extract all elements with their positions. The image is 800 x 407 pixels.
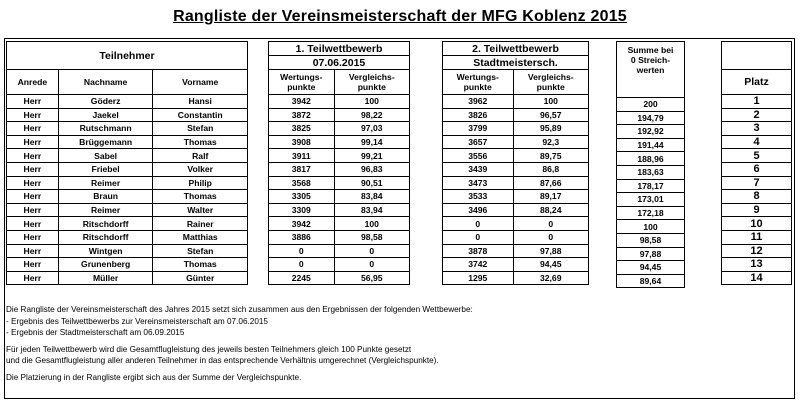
- table-row: [722, 176, 792, 190]
- table-row: [7, 135, 248, 149]
- comp1-vergleich-cell: 100: [334, 217, 409, 231]
- anrede-cell: Herr: [7, 162, 59, 176]
- table-row: [617, 138, 685, 152]
- sum-cell: 183,63: [617, 165, 685, 179]
- comp2-vergleich-cell: 88,24: [513, 203, 589, 217]
- nachname-cell: Sabel: [58, 149, 153, 163]
- table-row: [722, 190, 792, 204]
- table-row: [7, 149, 248, 163]
- table-row: [617, 193, 685, 207]
- notes-para1: Für jeden Teilwettbewerb wird die Gesamtflugleistung des jeweils besten Teilnehmers gleich 100 Punkte gesetzt: [6, 344, 412, 354]
- vorname-cell: Constantin: [153, 108, 248, 122]
- platz-header: Platz: [722, 70, 792, 95]
- comp2-title: 2. Teilwettbewerb: [443, 42, 589, 56]
- table-row: [7, 122, 248, 136]
- platz-cell: 2: [722, 108, 792, 122]
- vergleich-line2: punkte: [357, 82, 386, 92]
- anrede-cell: Herr: [7, 149, 59, 163]
- comp2-vergleich-cell: 87,66: [513, 176, 589, 190]
- comp2-wertung-cell: 3878: [443, 244, 514, 258]
- vorname-cell: Thomas: [153, 190, 248, 204]
- sum-cell: 200: [617, 98, 685, 112]
- comp1-wertung-cell: 3817: [269, 162, 335, 176]
- nachname-cell: Jaekel: [58, 108, 153, 122]
- comp1-wertung-cell: 3825: [269, 122, 335, 136]
- comp2-wertung-cell: 3742: [443, 258, 514, 272]
- notes: [6, 304, 791, 384]
- comp1-vergleich-cell: 83,94: [334, 203, 409, 217]
- anrede-cell: Herr: [7, 190, 59, 204]
- table-row: [722, 271, 792, 285]
- nachname-cell: Grunenberg: [58, 258, 153, 272]
- comp2-vergleich-cell: 92,3: [513, 135, 589, 149]
- table-row: [269, 203, 410, 217]
- vorname-cell: Matthias: [153, 230, 248, 244]
- comp2-wertung-cell: 3496: [443, 203, 514, 217]
- comp1-wertung-cell: 3886: [269, 230, 335, 244]
- table-row: [269, 122, 410, 136]
- table-row: [7, 95, 248, 109]
- anrede-cell: Herr: [7, 203, 59, 217]
- table-row: [7, 176, 248, 190]
- vorname-cell: Philip: [153, 176, 248, 190]
- sum-table: [616, 41, 685, 288]
- comp1-wertung-cell: 3942: [269, 95, 335, 109]
- sum-cell: 94,45: [617, 261, 685, 275]
- platz-spacer-row: [722, 42, 792, 70]
- table-row: [443, 258, 589, 272]
- sum-cell: 97,88: [617, 247, 685, 261]
- participants-header: Teilnehmer: [7, 42, 248, 70]
- comp1-vergleich-cell: 96,83: [334, 162, 409, 176]
- comp2-vergleich-cell: 94,45: [513, 258, 589, 272]
- table-row: [269, 176, 410, 190]
- table-row: [269, 271, 410, 285]
- vorname-cell: Thomas: [153, 258, 248, 272]
- table-row: [443, 217, 589, 231]
- table-row: [269, 217, 410, 231]
- table-row: [443, 162, 589, 176]
- vergleich-line1: Vergleichs-: [348, 72, 395, 82]
- platz-cell: 9: [722, 203, 792, 217]
- comp2-sub-row: [443, 56, 589, 70]
- table-row: [443, 108, 589, 122]
- vorname-cell: Rainer: [153, 217, 248, 231]
- anrede-cell: Herr: [7, 176, 59, 190]
- table-row: [269, 95, 410, 109]
- anrede-cell: Herr: [7, 122, 59, 136]
- table-row: [7, 162, 248, 176]
- platz-cell: 5: [722, 149, 792, 163]
- comp2-wertung-cell: 3439: [443, 162, 514, 176]
- vorname-cell: Ralf: [153, 149, 248, 163]
- table-row: [722, 95, 792, 109]
- comp2-wertung-cell: 0: [443, 217, 514, 231]
- comp1-wertung-cell: 3309: [269, 203, 335, 217]
- sum-cell: 98,58: [617, 233, 685, 247]
- platz-cell: 14: [722, 271, 792, 285]
- competition2-table: [442, 41, 589, 285]
- table-row: [269, 244, 410, 258]
- comp2-wertung-cell: 3657: [443, 135, 514, 149]
- table-row: [722, 244, 792, 258]
- participants-table: [6, 41, 248, 285]
- nachname-cell: Ritschdorff: [58, 230, 153, 244]
- page-title: [0, 8, 800, 26]
- sum-cell: 100: [617, 220, 685, 234]
- comp1-subtitle: 07.06.2015: [269, 56, 410, 70]
- table-row: [617, 247, 685, 261]
- table-row: [722, 258, 792, 272]
- table-row: [722, 230, 792, 244]
- comp1-wertung-cell: 3568: [269, 176, 335, 190]
- table-row: [617, 125, 685, 139]
- sum-cell: 89,64: [617, 274, 685, 288]
- sum-line3: werten: [636, 65, 665, 75]
- sum-cell: 192,92: [617, 125, 685, 139]
- anrede-cell: Herr: [7, 108, 59, 122]
- comp1-vergleich-cell: 100: [334, 95, 409, 109]
- vorname-cell: Volker: [153, 162, 248, 176]
- table-row: [269, 108, 410, 122]
- col-nachname: Nachname: [58, 70, 153, 95]
- table-row: [443, 244, 589, 258]
- comp1-title: 1. Teilwettbewerb: [269, 42, 410, 56]
- platz-cell: 13: [722, 258, 792, 272]
- table-row: [269, 149, 410, 163]
- comp2-vergleich-cell: 89,17: [513, 190, 589, 204]
- comp1-sub-row: [269, 56, 410, 70]
- table-row: [443, 95, 589, 109]
- nachname-cell: Reimer: [58, 176, 153, 190]
- table-row: [722, 149, 792, 163]
- table-row: [7, 190, 248, 204]
- sum-cell: 173,01: [617, 193, 685, 207]
- nachname-cell: Göderz: [58, 95, 153, 109]
- comp1-wertung-cell: 3872: [269, 108, 335, 122]
- comp2-colhead-row: [443, 70, 589, 95]
- comp1-title-row: [269, 42, 410, 56]
- platz-header-row: [722, 70, 792, 95]
- table-row: [443, 149, 589, 163]
- table-row: [617, 261, 685, 275]
- table-row: [443, 176, 589, 190]
- platz-cell: 6: [722, 162, 792, 176]
- table-row: [443, 271, 589, 285]
- notes-item2: - Ergebnis der Stadtmeisterschaft am 06.09.2015: [6, 328, 185, 338]
- nachname-cell: Braun: [58, 190, 153, 204]
- table-row: [722, 217, 792, 231]
- table-row: [722, 162, 792, 176]
- nachname-cell: Brüggemann: [58, 135, 153, 149]
- table-row: [7, 271, 248, 285]
- table-row: [269, 230, 410, 244]
- platz-cell: 12: [722, 244, 792, 258]
- table-row: [443, 190, 589, 204]
- sum-line1: Summe bei: [627, 45, 674, 55]
- wertung-line2: punkte: [287, 82, 316, 92]
- table-row: [443, 230, 589, 244]
- sum-cell: 188,96: [617, 152, 685, 166]
- notes-final: Die Platzierung in der Rangliste ergibt sich aus der Summe der Vergleichspunkte.: [6, 372, 302, 382]
- comp2-wertung-cell: 0: [443, 230, 514, 244]
- sum-line2: 0 Streich-: [630, 55, 671, 65]
- comp1-wertung-cell: 0: [269, 244, 335, 258]
- comp2-wertung-cell: 1295: [443, 271, 514, 285]
- table-row: [617, 165, 685, 179]
- comp1-vergleich-cell: 98,22: [334, 108, 409, 122]
- vorname-cell: Stefan: [153, 244, 248, 258]
- table-row: [617, 98, 685, 112]
- vorname-cell: Hansi: [153, 95, 248, 109]
- nachname-cell: Reimer: [58, 203, 153, 217]
- comp2-title-row: [443, 42, 589, 56]
- comp2-vergleich-cell: 0: [513, 230, 589, 244]
- comp1-wertung-cell: 3305: [269, 190, 335, 204]
- vergleich-line2: punkte: [536, 82, 565, 92]
- vorname-cell: Stefan: [153, 122, 248, 136]
- comp1-vergleich-cell: 90,51: [334, 176, 409, 190]
- comp2-subtitle: Stadtmeistersch.: [443, 56, 589, 70]
- platz-cell: 11: [722, 230, 792, 244]
- platz-cell: 3: [722, 122, 792, 136]
- sum-cell: 194,79: [617, 111, 685, 125]
- table-row: [269, 135, 410, 149]
- table-row: [7, 217, 248, 231]
- comp2-col-vergleich: [513, 70, 589, 95]
- comp2-vergleich-cell: 86,8: [513, 162, 589, 176]
- sum-cell: 172,18: [617, 206, 685, 220]
- title-text: Rangliste der Vereinsmeisterschaft der MFG Koblenz 2015: [173, 8, 627, 25]
- comp1-colhead-row: [269, 70, 410, 95]
- nachname-cell: Rutschmann: [58, 122, 153, 136]
- comp1-vergleich-cell: 0: [334, 244, 409, 258]
- wertung-line2: punkte: [463, 82, 492, 92]
- table-row: [443, 122, 589, 136]
- table-row: [7, 244, 248, 258]
- comp1-vergleich-cell: 98,58: [334, 230, 409, 244]
- notes-para2: und die Gesamtflugleistung aller anderen Teilnehmer in das entsprechende Verhältnis umgerechnet (Vergleichspunkte).: [6, 356, 439, 366]
- comp2-wertung-cell: 3799: [443, 122, 514, 136]
- comp2-wertung-cell: 3826: [443, 108, 514, 122]
- sum-cell: 178,17: [617, 179, 685, 193]
- nachname-cell: Wintgen: [58, 244, 153, 258]
- platz-cell: 7: [722, 176, 792, 190]
- platz-cell: 4: [722, 135, 792, 149]
- vorname-cell: Thomas: [153, 135, 248, 149]
- comp2-vergleich-cell: 32,69: [513, 271, 589, 285]
- notes-intro: Die Rangliste der Vereinsmeisterschaft des Jahres 2015 setzt sich zusammen aus den Ergebnissen der folgenden Wettbewerbe:: [6, 305, 473, 314]
- anrede-cell: Herr: [7, 95, 59, 109]
- comp2-wertung-cell: 3533: [443, 190, 514, 204]
- anrede-cell: Herr: [7, 244, 59, 258]
- platz-cell: 10: [722, 217, 792, 231]
- platz-cell: 1: [722, 95, 792, 109]
- table-row: [7, 230, 248, 244]
- nachname-cell: Ritschdorff: [58, 217, 153, 231]
- table-row: [443, 203, 589, 217]
- anrede-cell: Herr: [7, 230, 59, 244]
- notes-item1: - Ergebnis des Teilwettbewerbs zur Vereinsmeisterschaft am 07.06.2015: [6, 316, 268, 326]
- platz-table: [721, 41, 792, 285]
- comp2-vergleich-cell: 97,88: [513, 244, 589, 258]
- table-row: [7, 203, 248, 217]
- platz-top-blank: [722, 42, 792, 70]
- comp1-wertung-cell: 2245: [269, 271, 335, 285]
- comp1-wertung-cell: 3908: [269, 135, 335, 149]
- comp1-wertung-cell: 0: [269, 258, 335, 272]
- table-row: [7, 258, 248, 272]
- table-row: [443, 135, 589, 149]
- vorname-cell: Walter: [153, 203, 248, 217]
- wertung-line1: Wertungs-: [456, 72, 499, 82]
- comp1-col-wertung: [269, 70, 335, 95]
- comp2-vergleich-cell: 95,89: [513, 122, 589, 136]
- sum-cell: 191,44: [617, 138, 685, 152]
- participants-colhead-row: [7, 70, 248, 95]
- comp2-wertung-cell: 3473: [443, 176, 514, 190]
- table-row: [269, 162, 410, 176]
- platz-cell: 8: [722, 190, 792, 204]
- table-row: [269, 190, 410, 204]
- sum-header: [617, 42, 685, 98]
- table-row: [7, 108, 248, 122]
- comp1-wertung-cell: 3911: [269, 149, 335, 163]
- anrede-cell: Herr: [7, 217, 59, 231]
- anrede-cell: Herr: [7, 135, 59, 149]
- vergleich-line1: Vergleichs-: [527, 72, 574, 82]
- table-row: [617, 179, 685, 193]
- table-row: [722, 203, 792, 217]
- nachname-cell: Friebel: [58, 162, 153, 176]
- comp2-vergleich-cell: 96,57: [513, 108, 589, 122]
- comp2-vergleich-cell: 100: [513, 95, 589, 109]
- table-row: [269, 258, 410, 272]
- sum-header-row: [617, 42, 685, 98]
- comp1-vergleich-cell: 0: [334, 258, 409, 272]
- table-row: [617, 206, 685, 220]
- col-anrede: Anrede: [7, 70, 59, 95]
- anrede-cell: Herr: [7, 258, 59, 272]
- table-row: [722, 108, 792, 122]
- table-row: [617, 111, 685, 125]
- comp1-col-vergleich: [334, 70, 409, 95]
- comp2-col-wertung: [443, 70, 514, 95]
- table-row: [722, 122, 792, 136]
- comp2-wertung-cell: 3556: [443, 149, 514, 163]
- comp1-vergleich-cell: 97,03: [334, 122, 409, 136]
- comp2-wertung-cell: 3962: [443, 95, 514, 109]
- nachname-cell: Müller: [58, 271, 153, 285]
- table-row: [617, 274, 685, 288]
- competition1-table: [268, 41, 410, 285]
- comp1-vergleich-cell: 99,21: [334, 149, 409, 163]
- comp2-vergleich-cell: 89,75: [513, 149, 589, 163]
- table-row: [722, 135, 792, 149]
- wertung-line1: Wertungs-: [280, 72, 323, 82]
- vorname-cell: Günter: [153, 271, 248, 285]
- table-row: [617, 233, 685, 247]
- comp2-vergleich-cell: 0: [513, 217, 589, 231]
- table-row: [617, 220, 685, 234]
- comp1-vergleich-cell: 99,14: [334, 135, 409, 149]
- col-vorname: Vorname: [153, 70, 248, 95]
- anrede-cell: Herr: [7, 271, 59, 285]
- comp1-vergleich-cell: 83,84: [334, 190, 409, 204]
- comp1-wertung-cell: 3942: [269, 217, 335, 231]
- comp1-vergleich-cell: 56,95: [334, 271, 409, 285]
- table-row: [617, 152, 685, 166]
